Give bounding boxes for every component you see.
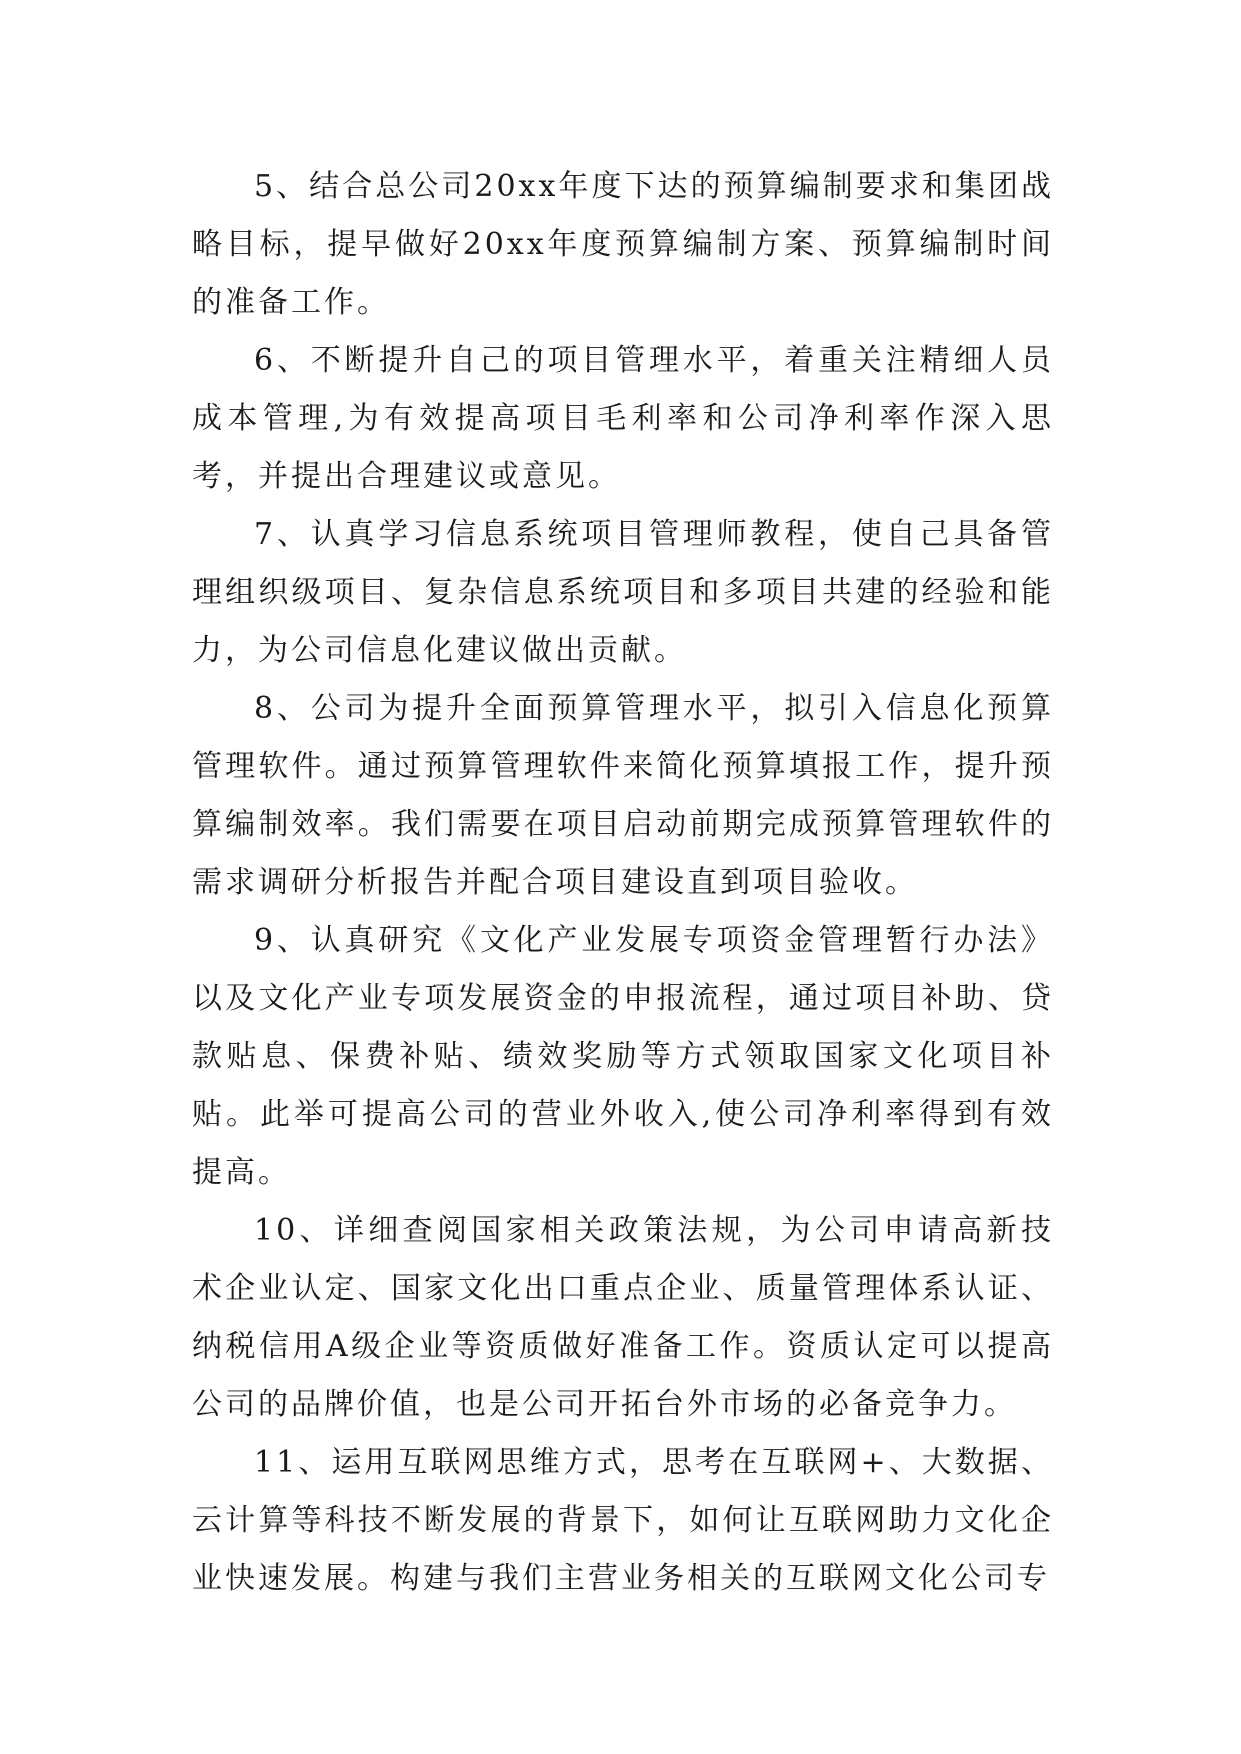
paragraph-item-11: 11、运用互联网思维方式，思考在互联网+、大数据、云计算等科技不断发展的背景下，如何让互联网助力文化企业快速发展。构建与我们主营业务相关的互联网文化公司专 (192, 1445, 1054, 1596)
paragraph-item-7: 7、认真学习信息系统项目管理师教程，使自己具备管理组织级项目、复杂信息系统项目和多项目共建的经验和能力，为公司信息化建议做出贡献。 (192, 517, 1054, 668)
paragraph-item-5: 5、结合总公司20xx年度下达的预算编制要求和集团战略目标，提早做好20xx年度预算编制方案、预算编制时间的准备工作。 (192, 169, 1054, 320)
paragraph-item-6: 6、不断提升自己的项目管理水平，着重关注精细人员成本管理,为有效提高项目毛利率和公司净利率作深入思考，并提出合理建议或意见。 (192, 343, 1054, 494)
document-body (192, 158, 1054, 1608)
paragraph-item-10: 10、详细查阅国家相关政策法规，为公司申请高新技术企业认定、国家文化出口重点企业、质量管理体系认证、纳税信用A级企业等资质做好准备工作。资质认定可以提高公司的品牌价值，也是公司开拓台外市场的必备竞争力。 (192, 1213, 1054, 1422)
paragraph-item-8: 8、公司为提升全面预算管理水平，拟引入信息化预算管理软件。通过预算管理软件来简化预算填报工作，提升预算编制效率。我们需要在项目启动前期完成预算管理软件的需求调研分析报告并配合项目建设直到项目验收。 (192, 691, 1054, 900)
paragraph-item-9: 9、认真研究《文化产业发展专项资金管理暂行办法》以及文化产业专项发展资金的申报流程，通过项目补助、贷款贴息、保费补贴、绩效奖励等方式领取国家文化项目补贴。此举可提高公司的营业外收入,使公司净利率得到有效提高。 (192, 923, 1054, 1190)
